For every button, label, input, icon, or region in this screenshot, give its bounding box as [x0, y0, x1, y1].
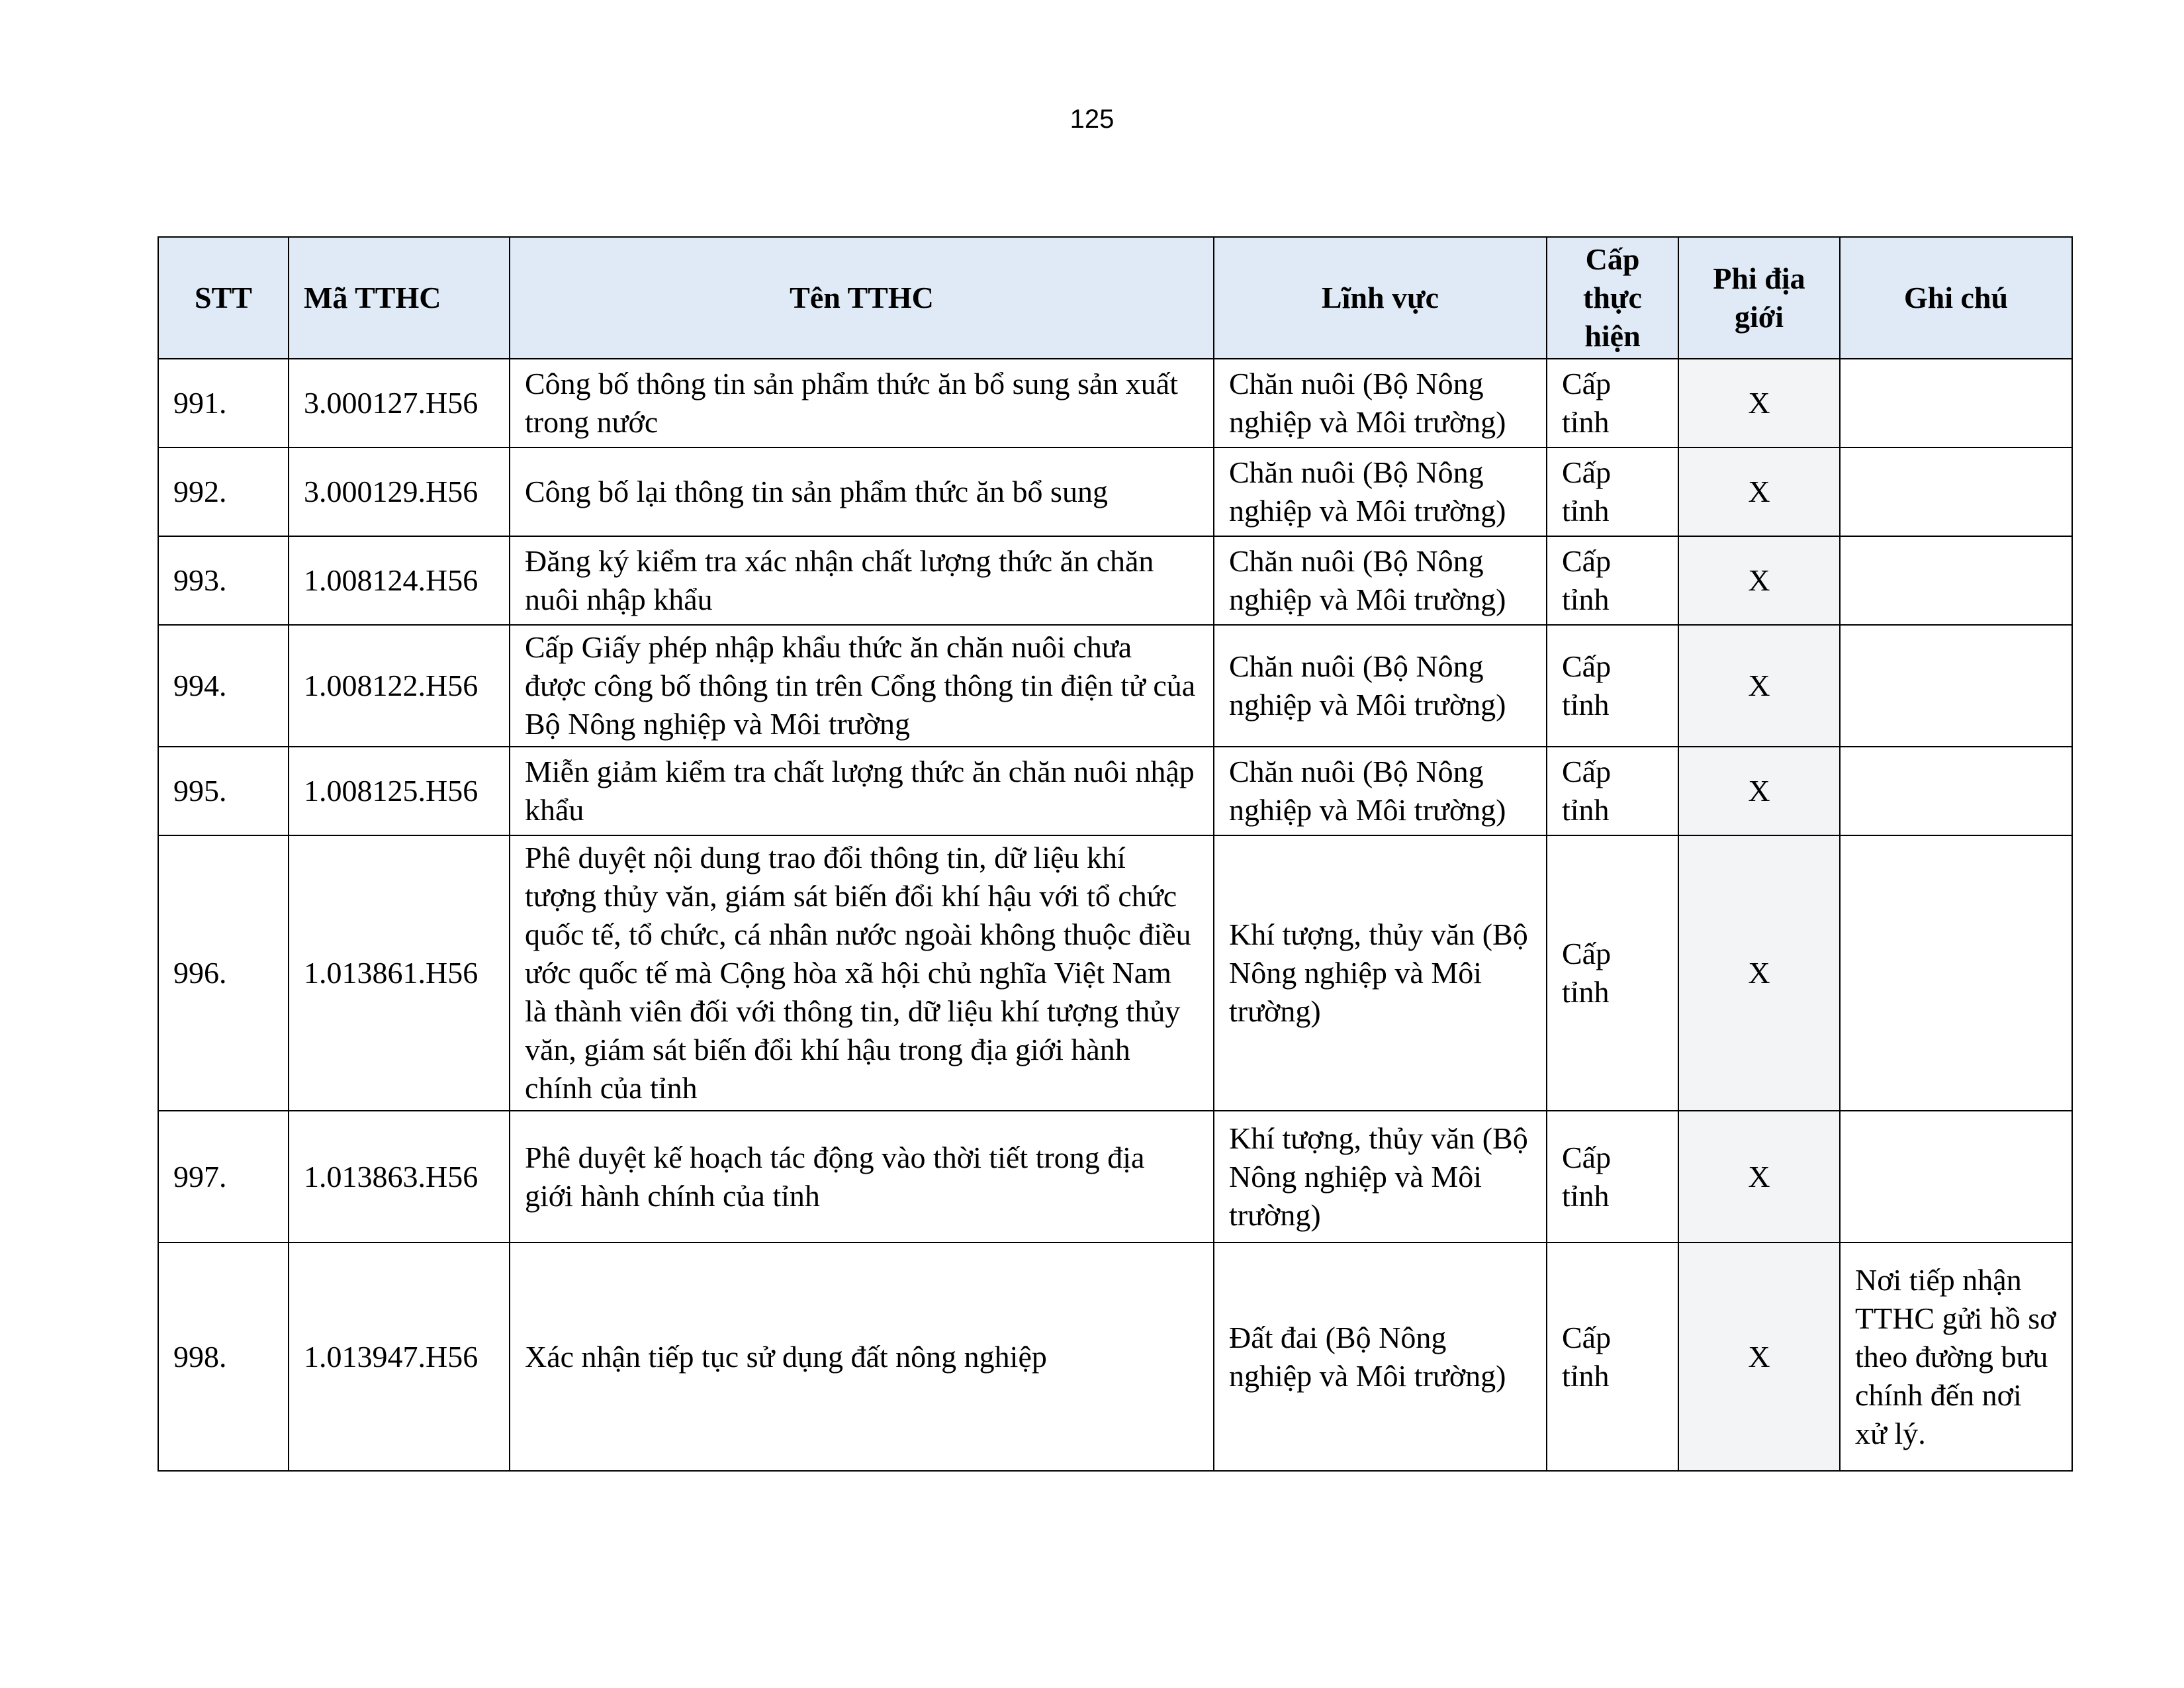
- cell-phi-dia-gioi: X: [1678, 447, 1840, 536]
- cell-linh-vuc: Chăn nuôi (Bộ Nông nghiệp và Môi trường): [1214, 747, 1547, 835]
- cell-ma-tthc: 3.000127.H56: [289, 359, 510, 447]
- cell-ten-tthc: Phê duyệt kế hoạch tác động vào thời tiết trong địa giới hành chính của tỉnh: [510, 1111, 1214, 1243]
- cell-linh-vuc: Khí tượng, thủy văn (Bộ Nông nghiệp và Môi trường): [1214, 835, 1547, 1111]
- cell-ghi-chu: [1840, 625, 2072, 747]
- cell-cap-thuc-hien: Cấp tỉnh: [1547, 447, 1678, 536]
- cell-cap-thuc-hien: Cấp tỉnh: [1547, 835, 1678, 1111]
- cell-cap-thuc-hien: Cấp tỉnh: [1547, 625, 1678, 747]
- cell-cap-thuc-hien: Cấp tỉnh: [1547, 1243, 1678, 1471]
- cell-stt: 998.: [158, 1243, 289, 1471]
- cell-stt: 992.: [158, 447, 289, 536]
- header-linh-vuc: Lĩnh vực: [1214, 237, 1547, 359]
- cell-ma-tthc: 1.008125.H56: [289, 747, 510, 835]
- cell-ma-tthc: 1.013863.H56: [289, 1111, 510, 1243]
- header-phi-dia-gioi: Phi địa giới: [1678, 237, 1840, 359]
- table-row: [158, 1243, 2072, 1471]
- cell-phi-dia-gioi: X: [1678, 747, 1840, 835]
- cell-ten-tthc: Đăng ký kiểm tra xác nhận chất lượng thức ăn chăn nuôi nhập khẩu: [510, 536, 1214, 625]
- cell-linh-vuc: Chăn nuôi (Bộ Nông nghiệp và Môi trường): [1214, 625, 1547, 747]
- table-row: [158, 625, 2072, 747]
- cell-phi-dia-gioi: X: [1678, 359, 1840, 447]
- header-stt: STT: [158, 237, 289, 359]
- header-ghi-chu: Ghi chú: [1840, 237, 2072, 359]
- cell-stt: 997.: [158, 1111, 289, 1243]
- cell-ma-tthc: 1.013861.H56: [289, 835, 510, 1111]
- cell-stt: 993.: [158, 536, 289, 625]
- cell-linh-vuc: Chăn nuôi (Bộ Nông nghiệp và Môi trường): [1214, 359, 1547, 447]
- cell-ghi-chu: [1840, 1111, 2072, 1243]
- cell-cap-thuc-hien: Cấp tỉnh: [1547, 359, 1678, 447]
- cell-ma-tthc: 3.000129.H56: [289, 447, 510, 536]
- procedures-table: [158, 236, 2073, 1472]
- cell-stt: 991.: [158, 359, 289, 447]
- cell-ghi-chu: [1840, 747, 2072, 835]
- page-number: 125: [1069, 105, 1115, 134]
- cell-ten-tthc: Miễn giảm kiểm tra chất lượng thức ăn chăn nuôi nhập khẩu: [510, 747, 1214, 835]
- cell-ghi-chu: Nơi tiếp nhận TTHC gửi hồ sơ theo đường bưu chính đến nơi xử lý.: [1840, 1243, 2072, 1471]
- cell-phi-dia-gioi: X: [1678, 1111, 1840, 1243]
- cell-ghi-chu: [1840, 447, 2072, 536]
- header-row: [158, 237, 2072, 359]
- cell-ma-tthc: 1.013947.H56: [289, 1243, 510, 1471]
- cell-linh-vuc: Đất đai (Bộ Nông nghiệp và Môi trường): [1214, 1243, 1547, 1471]
- table-row: [158, 447, 2072, 536]
- header-cap-thuc-hien: Cấp thực hiện: [1547, 237, 1678, 359]
- cell-phi-dia-gioi: X: [1678, 835, 1840, 1111]
- cell-stt: 994.: [158, 625, 289, 747]
- table-row: [158, 359, 2072, 447]
- header-ma-tthc: Mã TTHC: [289, 237, 510, 359]
- table-row: [158, 747, 2072, 835]
- cell-ghi-chu: [1840, 536, 2072, 625]
- cell-ten-tthc: Công bố lại thông tin sản phẩm thức ăn bổ sung: [510, 447, 1214, 536]
- cell-ten-tthc: Xác nhận tiếp tục sử dụng đất nông nghiệp: [510, 1243, 1214, 1471]
- cell-phi-dia-gioi: X: [1678, 1243, 1840, 1471]
- cell-ghi-chu: [1840, 835, 2072, 1111]
- cell-linh-vuc: Chăn nuôi (Bộ Nông nghiệp và Môi trường): [1214, 447, 1547, 536]
- cell-ten-tthc: Công bố thông tin sản phẩm thức ăn bổ sung sản xuất trong nước: [510, 359, 1214, 447]
- cell-phi-dia-gioi: X: [1678, 625, 1840, 747]
- cell-linh-vuc: Chăn nuôi (Bộ Nông nghiệp và Môi trường): [1214, 536, 1547, 625]
- cell-linh-vuc: Khí tượng, thủy văn (Bộ Nông nghiệp và Môi trường): [1214, 1111, 1547, 1243]
- cell-cap-thuc-hien: Cấp tỉnh: [1547, 747, 1678, 835]
- table-row: [158, 835, 2072, 1111]
- cell-stt: 995.: [158, 747, 289, 835]
- cell-ten-tthc: Phê duyệt nội dung trao đổi thông tin, dữ liệu khí tượng thủy văn, giám sát biến đổi khí hậu với tổ chức quốc tế, tổ chức, cá nhân nước ngoài không thuộc điều ước quốc tế mà Cộng hòa xã hội chủ nghĩa Việt Nam là thành viên đối với thông tin, dữ liệu khí tượng thủy văn, giám sát biến đổi khí hậu trong địa giới hành chính của tỉnh: [510, 835, 1214, 1111]
- table-row: [158, 1111, 2072, 1243]
- cell-ten-tthc: Cấp Giấy phép nhập khẩu thức ăn chăn nuôi chưa được công bố thông tin trên Cổng thông tin điện tử của Bộ Nông nghiệp và Môi trường: [510, 625, 1214, 747]
- cell-ghi-chu: [1840, 359, 2072, 447]
- cell-ma-tthc: 1.008122.H56: [289, 625, 510, 747]
- table-row: [158, 536, 2072, 625]
- cell-stt: 996.: [158, 835, 289, 1111]
- header-ten-tthc: Tên TTHC: [510, 237, 1214, 359]
- cell-phi-dia-gioi: X: [1678, 536, 1840, 625]
- cell-ma-tthc: 1.008124.H56: [289, 536, 510, 625]
- cell-cap-thuc-hien: Cấp tỉnh: [1547, 536, 1678, 625]
- cell-cap-thuc-hien: Cấp tỉnh: [1547, 1111, 1678, 1243]
